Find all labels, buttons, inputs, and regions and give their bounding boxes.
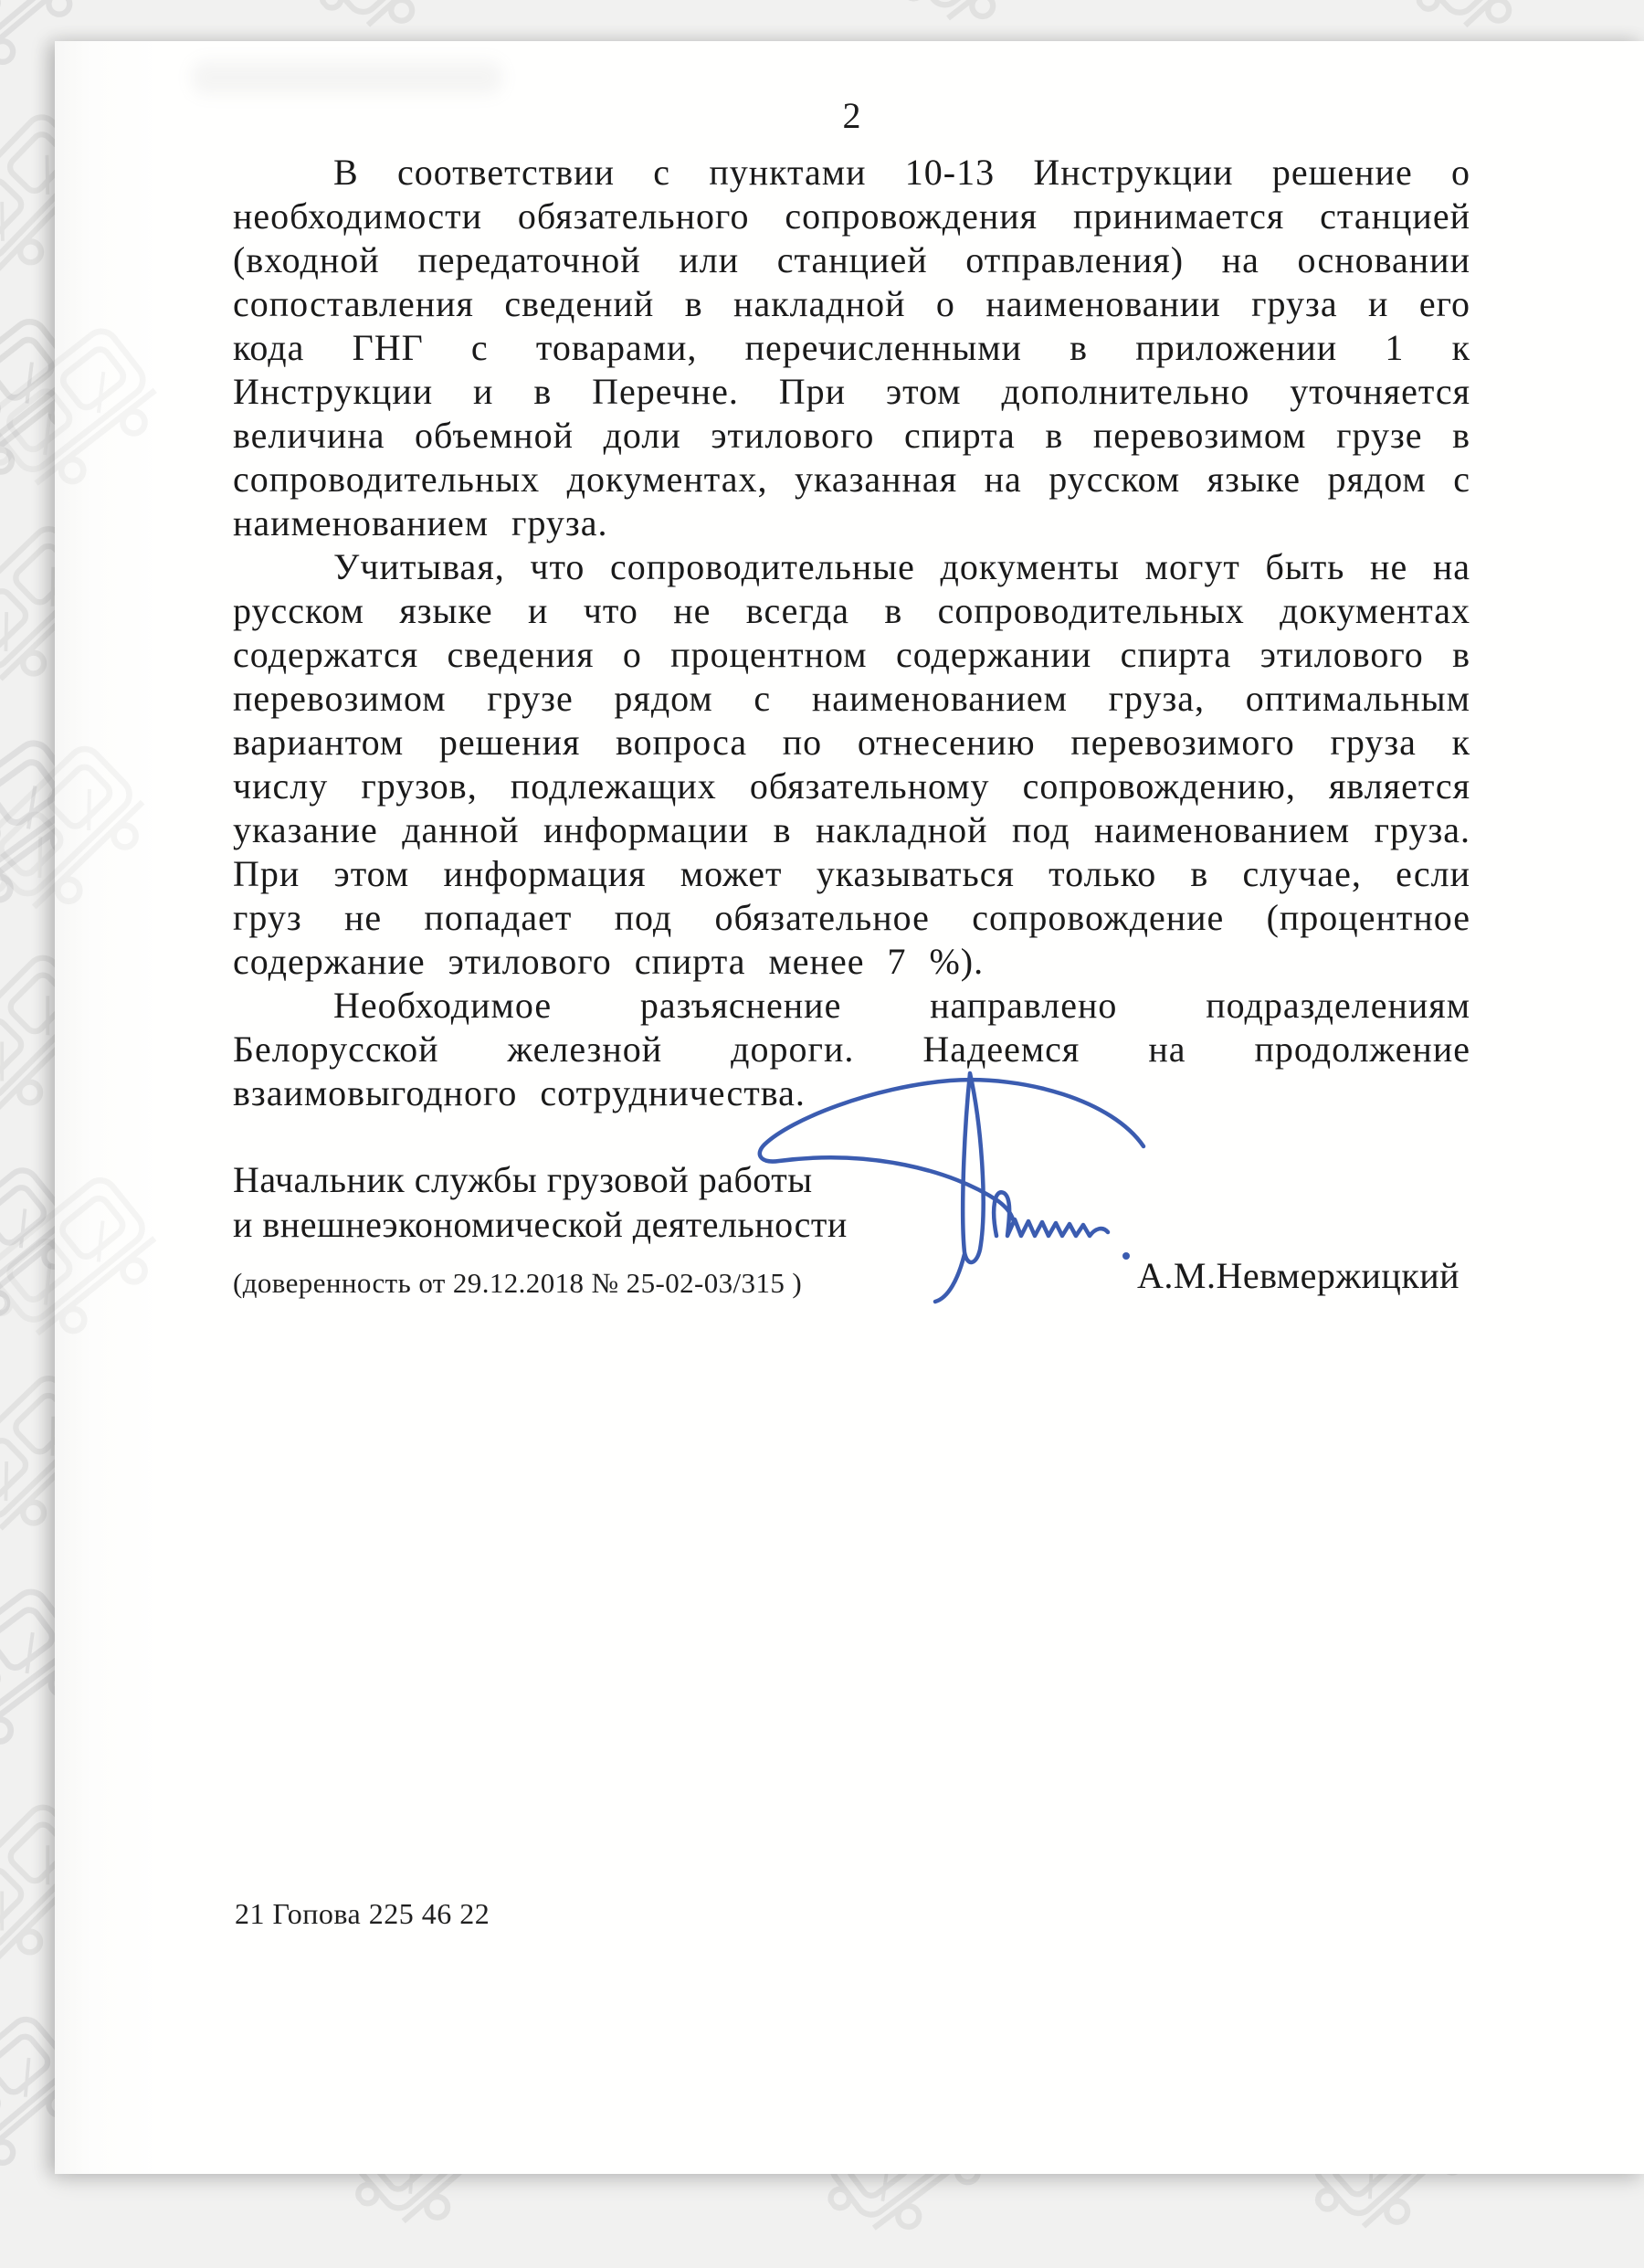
signer-name: А.М.Невмержицкий: [1137, 1255, 1460, 1296]
signer-title-line2: и внешнеэкономической деятельности: [233, 1204, 848, 1245]
handwritten-signature: [731, 1062, 1151, 1309]
ink-bleedthrough-smudge: [192, 61, 502, 94]
paragraph: Учитывая, что сопроводительные документы могут быть не на русском языке и что не всегда в сопроводительных документах содержатся сведения о процентном содержании спирта этилового в перевозимом грузе рядом с наименованием груза, оптимальным вариантом решения вопроса по отнесению перевозимого груза к числу грузов, подлежащих обязательному сопровождению, является указание данной информации в накладной под наименованием груза. При этом информация может указываться только в случае, если груз не попадает под обязательное сопровождение (процентное содержание этилового спирта менее 7 %).: [233, 546, 1470, 982]
document-page: [55, 41, 1644, 2174]
page-number: 2: [842, 95, 861, 136]
signer-title-line1: Начальник службы грузовой работы: [233, 1159, 813, 1200]
power-of-attorney-note: (доверенность от 29.12.2018 № 25-02-03/315 ): [233, 1267, 803, 1299]
paragraph: Необходимое разъяснение направлено подразделениям Белорусской железной дороги. Надеемся на продолжение взаимовыгодного сотрудничества.: [233, 985, 1470, 1113]
letter-body: [233, 151, 1470, 1115]
paragraph: В соответствии с пунктами 10-13 Инструкции решение о необходимости обязательного сопровождения принимается станцией (входной передаточной или станцией отправления) на основании сопоставления сведений в накладной о наименовании груза и его кода ГНГ с товарами, перечисленными в приложении 1 к Инструкции и в Перечне. При этом дополнительно уточняется величина объемной доли этилового спирта в перевозимом грузе в сопроводительных документах, указанная на русском языке рядом с наименованием груза.: [233, 152, 1470, 543]
executor-contact: 21 Гопова 225 46 22: [235, 1897, 490, 1930]
